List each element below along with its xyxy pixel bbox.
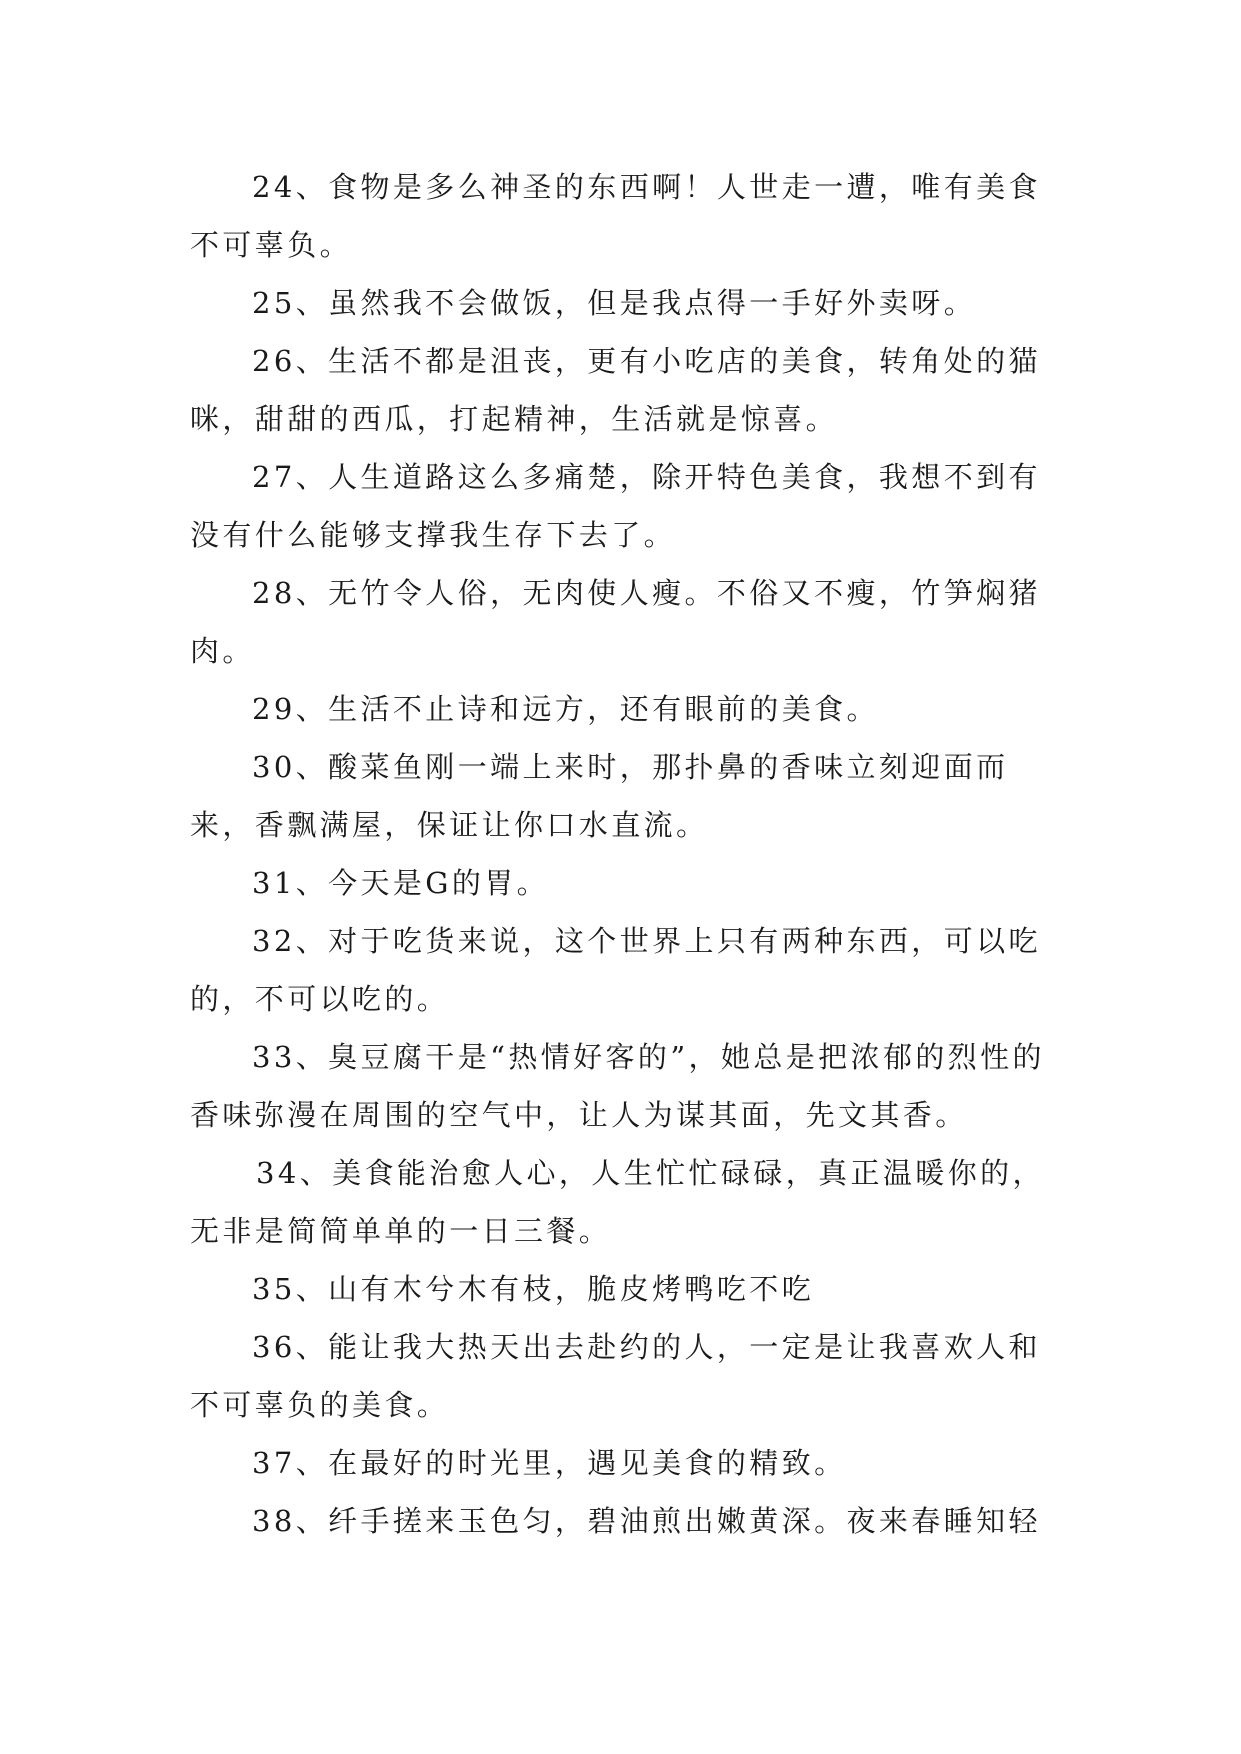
paragraph-32: 32、对于吃货来说，这个世界上只有两种东西，可以吃的，不可以吃的。 bbox=[190, 924, 1041, 1016]
paragraph-29: 29、生活不止诗和远方，还有眼前的美食。 bbox=[252, 692, 879, 726]
document-body bbox=[190, 158, 1060, 1550]
paragraph-33: 33、臭豆腐干是“热情好客的”，她总是把浓郁的烈性的香味弥漫在周围的空气中，让人为谋其面，先文其香。 bbox=[190, 1040, 1045, 1132]
paragraph-34: 34、美食能治愈人心，人生忙忙碌碌，真正温暖你的，无非是简简单单的一日三餐。 bbox=[190, 1156, 1045, 1248]
paragraph-26: 26、生活不都是沮丧，更有小吃店的美食，转角处的猫咪，甜甜的西瓜，打起精神，生活就是惊喜。 bbox=[190, 344, 1041, 436]
paragraph-31: 31、今天是G的胃。 bbox=[252, 866, 550, 900]
paragraph-27: 27、人生道路这么多痛楚，除开特色美食，我想不到有没有什么能够支撑我生存下去了。 bbox=[190, 460, 1041, 552]
paragraph-35: 35、山有木兮木有枝，脆皮烤鸭吃不吃 bbox=[252, 1272, 815, 1306]
paragraph-25: 25、虽然我不会做饭，但是我点得一手好外卖呀。 bbox=[252, 286, 977, 320]
paragraph-30: 30、酸菜鱼刚一端上来时，那扑鼻的香味立刻迎面而来，香飘满屋，保证让你口水直流。 bbox=[190, 750, 1009, 842]
paragraph-28: 28、无竹令人俗，无肉使人瘦。不俗又不瘦，竹笋焖猪肉。 bbox=[190, 576, 1041, 668]
paragraph-37: 37、在最好的时光里，遇见美食的精致。 bbox=[252, 1446, 847, 1480]
paragraph-38: 38、纤手搓来玉色匀，碧油煎出嫩黄深。夜来春睡知轻 bbox=[252, 1504, 1041, 1538]
paragraph-36: 36、能让我大热天出去赴约的人，一定是让我喜欢人和不可辜负的美食。 bbox=[190, 1330, 1041, 1422]
paragraph-24: 24、食物是多么神圣的东西啊！人世走一遭，唯有美食不可辜负。 bbox=[190, 170, 1041, 262]
